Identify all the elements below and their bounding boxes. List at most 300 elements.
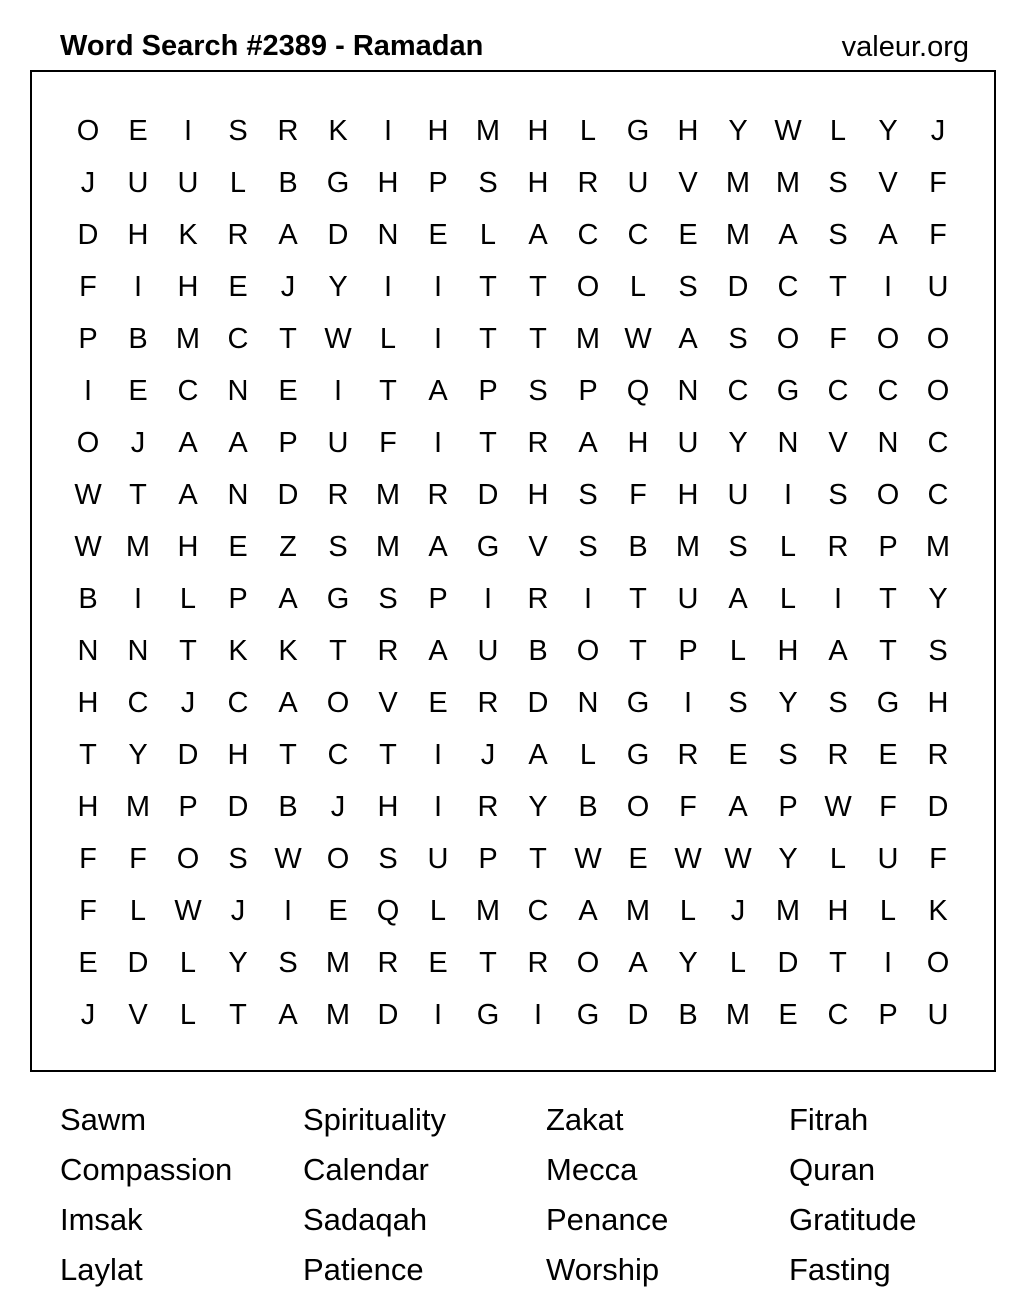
grid-letter: E xyxy=(628,842,648,875)
grid-letter: C xyxy=(777,270,799,303)
grid-letter: W xyxy=(774,114,802,147)
grid-letter: N xyxy=(677,374,699,407)
grid-letter: C xyxy=(827,374,849,407)
grid-letter: L xyxy=(779,582,797,615)
grid-letter: E xyxy=(278,374,298,407)
grid-letter: L xyxy=(629,270,647,303)
grid-letter: I xyxy=(683,686,693,719)
grid-letter: V xyxy=(828,426,848,459)
grid-letter: V xyxy=(878,166,898,199)
word-list-item: Penance xyxy=(546,1202,669,1237)
grid-letter: T xyxy=(179,634,197,667)
grid-letter: R xyxy=(827,530,849,563)
grid-letter: M xyxy=(325,998,351,1031)
grid-letter: L xyxy=(779,530,797,563)
grid-letter: K xyxy=(228,634,248,667)
grid-letter: B xyxy=(78,582,98,615)
grid-letter: D xyxy=(777,946,799,979)
grid-letter: Y xyxy=(528,790,548,823)
grid-letter: T xyxy=(479,946,497,979)
grid-letter: H xyxy=(927,686,949,719)
grid-letter: H xyxy=(177,530,199,563)
grid-letter: A xyxy=(828,634,848,667)
grid-letter: I xyxy=(433,738,443,771)
grid-letter: Q xyxy=(626,374,650,407)
grid-letter: O xyxy=(926,322,950,355)
grid-letter: O xyxy=(76,114,100,147)
grid-letter: H xyxy=(827,894,849,927)
grid-letter: D xyxy=(277,478,299,511)
grid-letter: P xyxy=(878,998,898,1031)
grid-letter: M xyxy=(925,530,951,563)
grid-letter: C xyxy=(177,374,199,407)
grid-letter: S xyxy=(828,218,848,251)
grid-letter: D xyxy=(77,218,99,251)
grid-letter: A xyxy=(428,634,448,667)
grid-letter: B xyxy=(578,790,598,823)
grid-letter: T xyxy=(829,946,847,979)
grid-letter: M xyxy=(475,114,501,147)
grid-letter: W xyxy=(824,790,852,823)
grid-letter: E xyxy=(128,374,148,407)
grid-letter: J xyxy=(230,894,246,927)
grid-letter: S xyxy=(828,166,848,199)
grid-letter: R xyxy=(527,946,549,979)
word-list-item: Sadaqah xyxy=(303,1202,428,1237)
grid-letter: U xyxy=(127,166,149,199)
site-name: valeur.org xyxy=(841,31,969,63)
word-list-item: Quran xyxy=(789,1152,876,1187)
grid-letter: T xyxy=(279,738,297,771)
grid-letter: Q xyxy=(376,894,400,927)
grid-letter: R xyxy=(527,582,549,615)
grid-letter: P xyxy=(778,790,798,823)
grid-letter: H xyxy=(527,478,549,511)
grid-letter: M xyxy=(625,894,651,927)
grid-letter: S xyxy=(278,946,298,979)
word-list-item: Laylat xyxy=(60,1252,143,1287)
grid-letter: A xyxy=(278,218,298,251)
grid-letter: C xyxy=(577,218,599,251)
grid-letter: G xyxy=(626,686,650,719)
word-list-item: Spirituality xyxy=(303,1102,446,1137)
grid-letter: F xyxy=(129,842,147,875)
grid-letter: R xyxy=(277,114,299,147)
grid-letter: J xyxy=(130,426,146,459)
grid-letter: Y xyxy=(328,270,348,303)
grid-letter: P xyxy=(178,790,198,823)
grid-letter: H xyxy=(527,114,549,147)
grid-letter: I xyxy=(133,582,143,615)
grid-letter: D xyxy=(377,998,399,1031)
grid-letter: D xyxy=(927,790,949,823)
grid-letter: N xyxy=(227,478,249,511)
grid-letter: H xyxy=(77,686,99,719)
grid-letter: D xyxy=(177,738,199,771)
grid-letter: L xyxy=(179,582,197,615)
grid-letter: M xyxy=(675,530,701,563)
grid-letter: I xyxy=(383,114,393,147)
grid-letter: J xyxy=(80,166,96,199)
grid-letter: M xyxy=(725,218,751,251)
grid-letter: I xyxy=(883,946,893,979)
grid-letter: L xyxy=(679,894,697,927)
grid-letter: I xyxy=(283,894,293,927)
grid-letter: U xyxy=(727,478,749,511)
grid-letter: D xyxy=(327,218,349,251)
grid-letter: G xyxy=(326,166,350,199)
grid-letter: E xyxy=(228,270,248,303)
grid-letter: O xyxy=(926,374,950,407)
grid-letter: B xyxy=(528,634,548,667)
grid-letter: T xyxy=(329,634,347,667)
grid-letter: N xyxy=(127,634,149,667)
grid-letter: O xyxy=(176,842,200,875)
grid-letter: C xyxy=(227,686,249,719)
grid-letter: F xyxy=(629,478,647,511)
grid-letter: P xyxy=(478,374,498,407)
grid-letter: L xyxy=(729,634,747,667)
grid-letter: R xyxy=(477,686,499,719)
grid-letter: A xyxy=(728,790,748,823)
grid-letter: Y xyxy=(728,114,748,147)
grid-letter: W xyxy=(74,478,102,511)
grid-letter: A xyxy=(228,426,248,459)
word-list-item: Compassion xyxy=(60,1152,233,1187)
grid-letter: H xyxy=(427,114,449,147)
grid-letter: I xyxy=(833,582,843,615)
grid-letter: L xyxy=(829,842,847,875)
grid-letter: M xyxy=(125,530,151,563)
grid-letter: O xyxy=(576,270,600,303)
grid-letter: E xyxy=(728,738,748,771)
grid-letter: U xyxy=(327,426,349,459)
grid-letter: I xyxy=(483,582,493,615)
grid-letter: W xyxy=(574,842,602,875)
grid-letter: T xyxy=(629,634,647,667)
grid-letter: T xyxy=(629,582,647,615)
grid-letter: O xyxy=(326,686,350,719)
grid-letter: C xyxy=(127,686,149,719)
grid-letter: T xyxy=(879,634,897,667)
word-list-item: Zakat xyxy=(546,1102,624,1137)
grid-letter: T xyxy=(479,426,497,459)
grid-letter: A xyxy=(678,322,698,355)
grid-letter: B xyxy=(628,530,648,563)
grid-letter: Y xyxy=(228,946,248,979)
grid-letter: F xyxy=(379,426,397,459)
grid-letter: S xyxy=(578,478,598,511)
grid-letter: O xyxy=(926,946,950,979)
grid-letter: T xyxy=(379,374,397,407)
word-list-item: Sawm xyxy=(60,1102,147,1137)
grid-letter: J xyxy=(280,270,296,303)
grid-letter: I xyxy=(433,790,443,823)
grid-letter: O xyxy=(576,634,600,667)
word-list-item: Fitrah xyxy=(789,1102,869,1137)
grid-letter: G xyxy=(326,582,350,615)
grid-letter: H xyxy=(377,166,399,199)
grid-letter: R xyxy=(427,478,449,511)
grid-letter: A xyxy=(728,582,748,615)
grid-letter: O xyxy=(76,426,100,459)
grid-letter: U xyxy=(627,166,649,199)
grid-letter: G xyxy=(876,686,900,719)
grid-letter: L xyxy=(479,218,497,251)
grid-letter: E xyxy=(428,686,448,719)
grid-letter: U xyxy=(677,582,699,615)
grid-letter: A xyxy=(278,582,298,615)
grid-letter: A xyxy=(578,894,598,927)
grid-letter: T xyxy=(529,270,547,303)
grid-letter: I xyxy=(383,270,393,303)
grid-letter: H xyxy=(227,738,249,771)
word-list-item: Gratitude xyxy=(789,1202,917,1237)
grid-letter: L xyxy=(879,894,897,927)
grid-letter: B xyxy=(678,998,698,1031)
grid-letter: M xyxy=(175,322,201,355)
grid-letter: P xyxy=(428,166,448,199)
grid-letter: M xyxy=(375,478,401,511)
grid-letter: R xyxy=(377,946,399,979)
grid-letter: A xyxy=(278,998,298,1031)
grid-letter: A xyxy=(178,478,198,511)
puzzle-title: Word Search #2389 - Ramadan xyxy=(60,30,484,62)
grid-letter: C xyxy=(927,426,949,459)
grid-letter: S xyxy=(328,530,348,563)
grid-letter: W xyxy=(274,842,302,875)
grid-letter: G xyxy=(476,998,500,1031)
grid-letter: A xyxy=(278,686,298,719)
grid-letter: I xyxy=(883,270,893,303)
grid-letter: T xyxy=(79,738,97,771)
grid-letter: U xyxy=(177,166,199,199)
grid-letter: A xyxy=(528,218,548,251)
grid-letter: I xyxy=(333,374,343,407)
grid-letter: H xyxy=(177,270,199,303)
grid-letter: E xyxy=(228,530,248,563)
grid-letter: L xyxy=(829,114,847,147)
grid-letter: R xyxy=(677,738,699,771)
word-list-item: Mecca xyxy=(546,1152,638,1187)
grid-letter: O xyxy=(876,322,900,355)
grid-letter: R xyxy=(577,166,599,199)
grid-letter: O xyxy=(876,478,900,511)
grid-letter: W xyxy=(624,322,652,355)
grid-letter: S xyxy=(778,738,798,771)
grid-letter: Z xyxy=(279,530,297,563)
grid-letter: I xyxy=(533,998,543,1031)
grid-letter: D xyxy=(527,686,549,719)
grid-letter: I xyxy=(583,582,593,615)
grid-letter: C xyxy=(327,738,349,771)
grid-letter: U xyxy=(477,634,499,667)
grid-letter: G xyxy=(576,998,600,1031)
grid-letter: Y xyxy=(778,842,798,875)
grid-letter: A xyxy=(528,738,548,771)
grid-letter: T xyxy=(529,842,547,875)
grid-letter: N xyxy=(77,634,99,667)
grid-letter: B xyxy=(278,166,298,199)
grid-letter: A xyxy=(428,374,448,407)
grid-letter: S xyxy=(728,686,748,719)
grid-letter: O xyxy=(626,790,650,823)
grid-letter: J xyxy=(480,738,496,771)
grid-letter: F xyxy=(679,790,697,823)
grid-letter: L xyxy=(579,738,597,771)
grid-letter: D xyxy=(627,998,649,1031)
grid-letter: A xyxy=(778,218,798,251)
grid-letter: U xyxy=(677,426,699,459)
grid-letter: L xyxy=(379,322,397,355)
grid-letter: T xyxy=(479,322,497,355)
letter-grid xyxy=(63,105,963,1041)
grid-letter: A xyxy=(178,426,198,459)
grid-letter: C xyxy=(727,374,749,407)
grid-letter: E xyxy=(128,114,148,147)
grid-letter: M xyxy=(475,894,501,927)
grid-letter: J xyxy=(930,114,946,147)
grid-letter: W xyxy=(74,530,102,563)
grid-letter: F xyxy=(79,270,97,303)
grid-letter: E xyxy=(428,946,448,979)
grid-letter: L xyxy=(729,946,747,979)
word-list-item: Fasting xyxy=(789,1252,891,1287)
grid-letter: O xyxy=(576,946,600,979)
grid-letter: Y xyxy=(778,686,798,719)
grid-letter: L xyxy=(579,114,597,147)
grid-letter: A xyxy=(878,218,898,251)
grid-letter: S xyxy=(478,166,498,199)
grid-letter: C xyxy=(527,894,549,927)
grid-letter: M xyxy=(725,166,751,199)
grid-letter: H xyxy=(77,790,99,823)
grid-letter: U xyxy=(927,270,949,303)
grid-letter: G xyxy=(626,114,650,147)
grid-letter: F xyxy=(929,218,947,251)
grid-letter: E xyxy=(78,946,98,979)
grid-letter: T xyxy=(879,582,897,615)
grid-letter: U xyxy=(927,998,949,1031)
grid-letter: I xyxy=(433,322,443,355)
grid-letter: N xyxy=(777,426,799,459)
grid-letter: N xyxy=(377,218,399,251)
grid-letter: R xyxy=(927,738,949,771)
grid-letter: T xyxy=(829,270,847,303)
grid-letter: K xyxy=(178,218,198,251)
grid-letter: W xyxy=(174,894,202,927)
grid-letter: K xyxy=(278,634,298,667)
grid-letter: U xyxy=(427,842,449,875)
grid-letter: L xyxy=(129,894,147,927)
grid-letter: C xyxy=(227,322,249,355)
grid-letter: D xyxy=(227,790,249,823)
grid-letter: S xyxy=(928,634,948,667)
grid-letter: T xyxy=(379,738,397,771)
grid-letter: T xyxy=(129,478,147,511)
grid-letter: D xyxy=(727,270,749,303)
grid-letter: S xyxy=(728,530,748,563)
grid-letter: H xyxy=(627,426,649,459)
grid-letter: M xyxy=(125,790,151,823)
grid-letter: H xyxy=(677,478,699,511)
word-list-item: Imsak xyxy=(60,1202,143,1237)
grid-letter: K xyxy=(928,894,948,927)
grid-letter: H xyxy=(777,634,799,667)
grid-letter: C xyxy=(927,478,949,511)
grid-letter: S xyxy=(578,530,598,563)
grid-letter: V xyxy=(678,166,698,199)
grid-letter: Y xyxy=(678,946,698,979)
grid-letter: W xyxy=(674,842,702,875)
grid-letter: D xyxy=(127,946,149,979)
grid-letter: J xyxy=(80,998,96,1031)
grid-letter: P xyxy=(678,634,698,667)
grid-letter: A xyxy=(428,530,448,563)
grid-letter: L xyxy=(229,166,247,199)
grid-letter: B xyxy=(278,790,298,823)
grid-letter: T xyxy=(229,998,247,1031)
grid-letter: H xyxy=(677,114,699,147)
grid-letter: I xyxy=(183,114,193,147)
grid-letter: H xyxy=(377,790,399,823)
grid-letter: I xyxy=(83,374,93,407)
grid-letter: M xyxy=(325,946,351,979)
grid-letter: F xyxy=(829,322,847,355)
grid-letter: P xyxy=(278,426,298,459)
grid-letter: P xyxy=(878,530,898,563)
grid-letter: M xyxy=(575,322,601,355)
word-list-item: Patience xyxy=(303,1252,424,1287)
grid-letter: V xyxy=(128,998,148,1031)
grid-letter: D xyxy=(477,478,499,511)
grid-letter: T xyxy=(279,322,297,355)
grid-letter: V xyxy=(528,530,548,563)
grid-letter: M xyxy=(775,894,801,927)
grid-letter: O xyxy=(776,322,800,355)
grid-letter: H xyxy=(527,166,549,199)
word-list-item: Worship xyxy=(546,1252,660,1287)
grid-letter: I xyxy=(433,270,443,303)
grid-letter: S xyxy=(828,686,848,719)
grid-letter: P xyxy=(228,582,248,615)
grid-letter: I xyxy=(133,270,143,303)
grid-letter: G xyxy=(476,530,500,563)
grid-letter: W xyxy=(724,842,752,875)
grid-letter: M xyxy=(775,166,801,199)
grid-letter: R xyxy=(477,790,499,823)
grid-letter: E xyxy=(878,738,898,771)
grid-letter: S xyxy=(228,842,248,875)
grid-letter: S xyxy=(528,374,548,407)
grid-letter: A xyxy=(628,946,648,979)
grid-letter: F xyxy=(79,894,97,927)
grid-letter: K xyxy=(328,114,348,147)
grid-letter: L xyxy=(429,894,447,927)
grid-letter: E xyxy=(778,998,798,1031)
grid-letter: R xyxy=(377,634,399,667)
grid-letter: E xyxy=(428,218,448,251)
grid-letter: F xyxy=(79,842,97,875)
grid-letter: N xyxy=(877,426,899,459)
grid-letter: J xyxy=(730,894,746,927)
grid-letter: T xyxy=(529,322,547,355)
grid-letter: R xyxy=(527,426,549,459)
grid-letter: N xyxy=(227,374,249,407)
grid-letter: J xyxy=(180,686,196,719)
grid-letter: V xyxy=(378,686,398,719)
grid-letter: S xyxy=(378,582,398,615)
